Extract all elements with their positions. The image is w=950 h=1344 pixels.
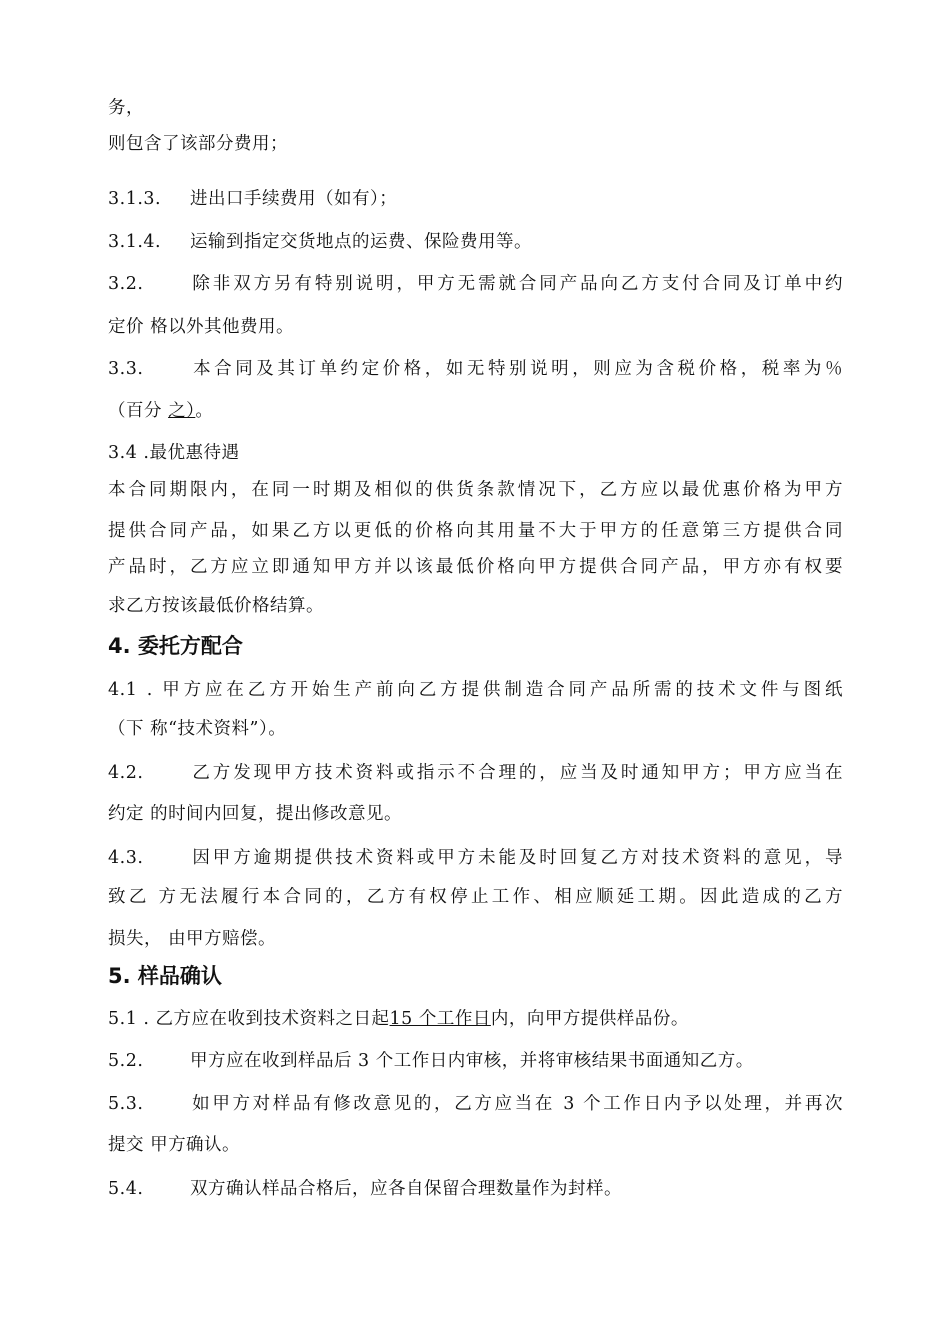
paragraph-line: 求乙方按该最低价格结算。 bbox=[108, 596, 324, 616]
clause-number: 4.3. bbox=[108, 848, 144, 868]
clause-4-3 bbox=[108, 845, 843, 871]
text-line: （百分 之）。 bbox=[108, 401, 214, 421]
text-line: 损失， 由甲方赔偿。 bbox=[108, 929, 277, 949]
clause-number: 3.1.3. bbox=[108, 189, 162, 209]
clause-text: 运输到指定交货地点的运费、保险费用等。 bbox=[190, 232, 532, 252]
text-line: 定价 格以外其他费用。 bbox=[108, 317, 295, 337]
clause-5-1: 5.1 . 乙方应在收到技术资料之日起15 个工作日内，向甲方提供样品份。 bbox=[108, 1009, 689, 1029]
underlined-text: 15 个工作日 bbox=[389, 1009, 491, 1029]
clause-5-2 bbox=[108, 1048, 754, 1074]
clause-text: 乙方发现甲方技术资料或指示不合理的，应当及时通知甲方；甲方应当在 bbox=[190, 763, 843, 783]
section-heading-4: 4. 委托方配合 bbox=[108, 634, 243, 658]
text-line: （下 称“技术资料”）。 bbox=[108, 719, 287, 739]
clause-3-1-3 bbox=[108, 186, 397, 212]
clause-number: 5.3. bbox=[108, 1094, 144, 1114]
text-line: 约定 的时间内回复，提出修改意见。 bbox=[108, 804, 403, 824]
clause-4-1: 4.1 . 甲方应在乙方开始生产前向乙方提供制造合同产品所需的技术文件与图纸 bbox=[108, 680, 843, 700]
section-heading-5: 5. 样品确认 bbox=[108, 964, 222, 988]
underlined-text: 之） bbox=[168, 401, 196, 421]
text-line: 务， bbox=[108, 98, 144, 118]
clause-5-4 bbox=[108, 1176, 622, 1202]
clause-number: 3.2. bbox=[108, 274, 144, 294]
clause-5-3 bbox=[108, 1091, 843, 1117]
clause-text: 本合同及其订单约定价格，如无特别说明，则应为含税价格，税率为％ bbox=[190, 359, 843, 379]
clause-text: 甲方应在收到样品后 3 个工作日内审核，并将审核结果书面通知乙方。 bbox=[190, 1051, 754, 1071]
clause-text: 进出口手续费用（如有）； bbox=[190, 189, 398, 209]
clause-number: 3.1.4. bbox=[108, 232, 162, 252]
clause-3-4-heading: 3.4 .最优惠待遇 bbox=[108, 443, 240, 463]
clause-number: 4.2. bbox=[108, 763, 144, 783]
clause-3-1-4 bbox=[108, 229, 532, 255]
clause-3-2 bbox=[108, 271, 843, 297]
clause-number: 3.3. bbox=[108, 359, 144, 379]
clause-text: 如甲方对样品有修改意见的，乙方应当在 3 个工作日内予以处理，并再次 bbox=[190, 1094, 843, 1114]
paragraph-line: 提供合同产品，如果乙方以更低的价格向其用量不大于甲方的任意第三方提供合同 bbox=[108, 521, 843, 541]
paragraph-line: 本合同期限内，在同一时期及相似的供货条款情况下，乙方应以最优惠价格为甲方 bbox=[108, 480, 843, 500]
text-line: 致乙 方无法履行本合同的，乙方有权停止工作、相应顺延工期。因此造成的乙方 bbox=[108, 887, 843, 907]
clause-number: 5.2. bbox=[108, 1051, 144, 1071]
clause-text: 因甲方逾期提供技术资料或甲方未能及时回复乙方对技术资料的意见，导 bbox=[190, 848, 843, 868]
clause-text: 双方确认样品合格后，应各自保留合理数量作为封样。 bbox=[190, 1179, 622, 1199]
text-line: 则包含了该部分费用； bbox=[108, 134, 288, 154]
clause-text: 除非双方另有特别说明，甲方无需就合同产品向乙方支付合同及订单中约 bbox=[190, 274, 843, 294]
clause-4-2 bbox=[108, 760, 843, 786]
clause-3-3 bbox=[108, 356, 843, 382]
paragraph-line: 产品时，乙方应立即通知甲方并以该最低价格向甲方提供合同产品，甲方亦有权要 bbox=[108, 557, 843, 577]
text-line: 提交 甲方确认。 bbox=[108, 1135, 241, 1155]
clause-number: 5.4. bbox=[108, 1179, 144, 1199]
